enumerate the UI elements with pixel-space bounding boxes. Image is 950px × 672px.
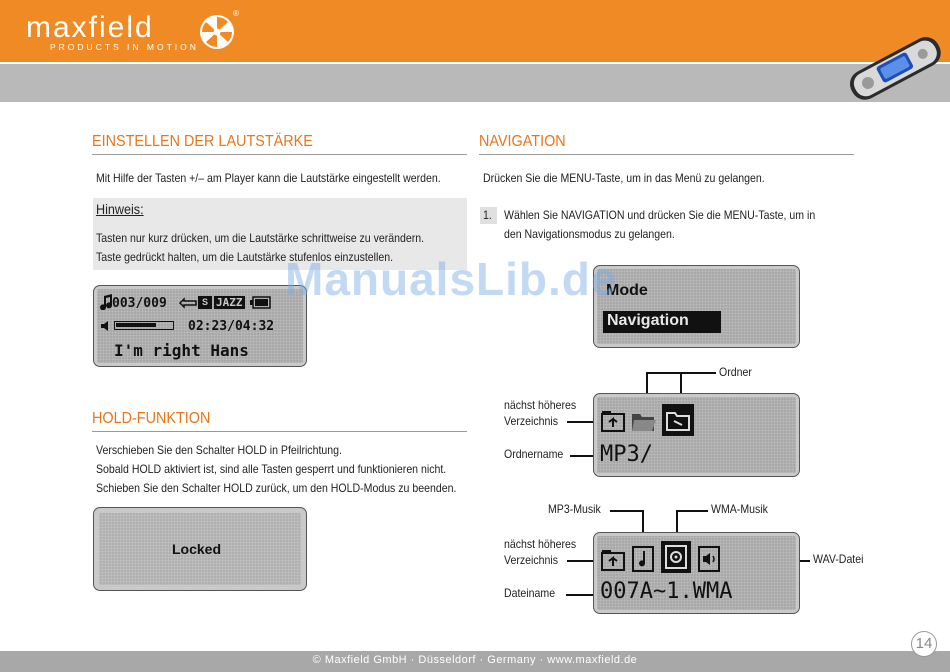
speaker-icon <box>100 320 112 332</box>
registered-mark: ® <box>233 9 239 18</box>
selected-folder-icon <box>662 404 694 436</box>
selected-file-highlight <box>661 541 691 573</box>
volume-section-title: EINSTELLEN DER LAUTSTÄRKE <box>92 133 313 150</box>
wma-file-icon <box>661 541 691 573</box>
page-number: 14 <box>911 631 937 657</box>
volume-text: Mit Hilfe der Tasten +/– am Player kann die Lautstärke eingestellt werden. <box>96 171 441 185</box>
label-wma-music: WMA-Musik <box>711 502 768 516</box>
menu-item-mode: Mode <box>606 282 648 299</box>
navigation-section-title: NAVIGATION <box>479 133 566 150</box>
hold-lcd-screen <box>93 507 307 591</box>
volume-bar <box>114 321 174 330</box>
label-mp3-music: MP3-Musik <box>548 502 601 516</box>
watermark: ManualsLib.de <box>285 253 618 305</box>
label-wav-file: WAV-Datei <box>813 552 864 566</box>
menu-lcd-screen <box>593 265 800 348</box>
label-parent-dir-2b: Verzeichnis <box>504 553 559 567</box>
eq-label: JAZZ <box>216 296 243 309</box>
subheader-bar <box>0 64 950 102</box>
file-lcd-screen <box>593 532 800 614</box>
folder-name-text: MP3/ <box>600 442 653 467</box>
folder-icon <box>630 408 658 434</box>
hold-line-3: Schieben Sie den Schalter HOLD zurück, um den HOLD-Modus zu beenden. <box>96 481 457 495</box>
volume-lcd-screen <box>93 285 307 367</box>
brand-tagline: PRODUCTS IN MOTION <box>50 42 199 52</box>
navigation-section-rule <box>479 154 854 155</box>
file-name-text: 007A~1.WMA <box>600 579 733 604</box>
label-parent-dir-1b: Verzeichnis <box>504 414 559 428</box>
eq-mode-icon: S <box>198 296 212 309</box>
label-parent-dir-2a: nächst höheres <box>504 537 577 551</box>
hint-line-2: Taste gedrückt halten, um die Lautstärke stufenlos einzustellen. <box>96 250 394 264</box>
label-parent-dir-1a: nächst höheres <box>504 398 577 412</box>
hold-line-2: Sobald HOLD aktiviert ist, sind alle Tasten gesperrt und funktionieren nicht. <box>96 462 447 476</box>
brand-logo-text: maxfield <box>26 11 154 44</box>
parent-folder-icon <box>600 408 626 434</box>
brand-logo-icon <box>198 13 236 51</box>
folder-lcd-screen <box>593 393 800 477</box>
hint-title: Hinweis: <box>96 201 144 217</box>
battery-icon <box>250 296 272 310</box>
song-title: I'm right Hans <box>114 341 249 360</box>
play-time: 02:23/04:32 <box>188 319 275 334</box>
label-file-name: Dateiname <box>504 586 556 600</box>
repeat-icon <box>178 297 198 309</box>
navigation-intro: Drücken Sie die MENU-Taste, um in das Menü zu gelangen. <box>483 171 765 185</box>
label-folder-name: Ordnername <box>504 447 564 461</box>
mp3-player-image <box>840 28 948 108</box>
hold-section-title: HOLD-FUNKTION <box>92 410 211 427</box>
parent-folder-icon <box>600 547 626 573</box>
hold-line-1: Verschieben Sie den Schalter HOLD in Pfeilrichtung. <box>96 443 342 457</box>
locked-label: Locked <box>172 541 222 557</box>
step-line-2: den Navigationsmodus zu gelangen. <box>504 227 675 241</box>
hold-section-rule <box>92 431 467 432</box>
menu-item-navigation: Navigation <box>607 312 689 329</box>
track-counter: 003/009 <box>112 296 167 311</box>
selected-folder-highlight <box>662 404 694 436</box>
label-folder: Ordner <box>719 365 752 379</box>
mp3-file-icon <box>631 545 655 573</box>
wav-file-icon <box>697 545 721 573</box>
volume-section-rule <box>92 154 467 155</box>
step-line-1: Wählen Sie NAVIGATION und drücken Sie die MENU-Taste, um in <box>504 208 816 222</box>
hint-line-1: Tasten nur kurz drücken, um die Lautstärke schrittweise zu verändern. <box>96 231 425 245</box>
footer-text: © Maxfield GmbH · Düsseldorf · Germany · www.maxfield.de <box>312 654 638 666</box>
step-number: 1. <box>483 208 492 222</box>
